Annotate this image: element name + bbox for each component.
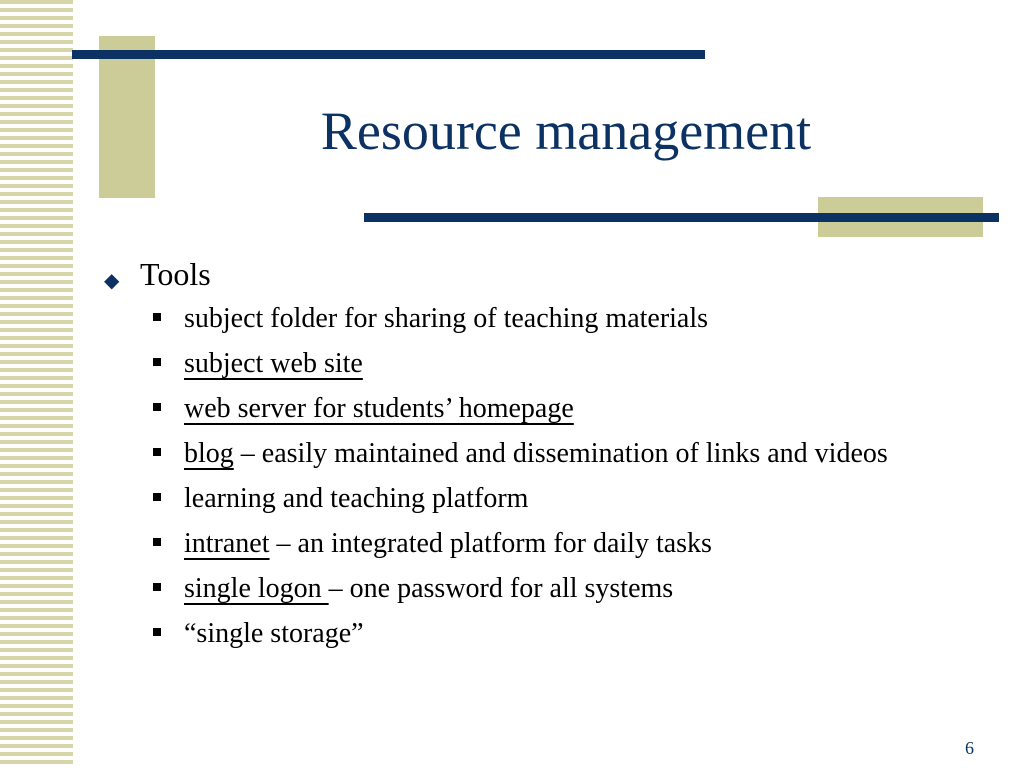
list-item [104,301,984,337]
list-item-text: – an integrated platform for daily tasks [269,528,712,559]
blog-link[interactable]: blog [184,438,234,469]
list-item [104,391,984,427]
square-bullet-icon [153,538,161,546]
subject-web-site-link[interactable]: subject web site [184,348,363,379]
square-bullet-icon [153,628,161,636]
slide-title: Resource management [320,101,812,161]
bullet-level1-text: Tools [140,256,211,292]
page-number: 6 [965,738,974,758]
title-rule-bottom [364,213,999,222]
decorative-stripes [0,0,73,768]
diamond-bullet-icon: ◆ [104,270,120,292]
single-logon-link[interactable]: single logon [184,573,329,604]
square-bullet-icon [153,493,161,501]
bullet-level1 [104,252,984,296]
list-item-text: – easily maintained and dissemination of links and videos [233,438,888,469]
web-server-link[interactable]: web server for students’ homepage [184,393,574,424]
list-item-text: – one password for all systems [328,573,674,604]
list-item-text: subject folder for sharing of teaching materials [184,303,709,334]
square-bullet-icon [153,448,161,456]
intranet-link[interactable]: intranet [184,528,270,559]
list-item [104,436,984,472]
square-bullet-icon [153,583,161,591]
list-item [104,526,984,562]
list-item [104,571,984,607]
list-item [104,481,984,517]
square-bullet-icon [153,313,161,321]
bullet-list [104,301,984,652]
list-item-text: learning and teaching platform [184,483,529,514]
square-bullet-icon [153,403,161,411]
square-bullet-icon [153,358,161,366]
list-item-text: “single storage” [184,618,364,649]
list-item [104,616,984,652]
slide-body [104,252,984,661]
title-rule-top [72,50,705,59]
accent-block-left [99,36,155,198]
list-item [104,346,984,382]
